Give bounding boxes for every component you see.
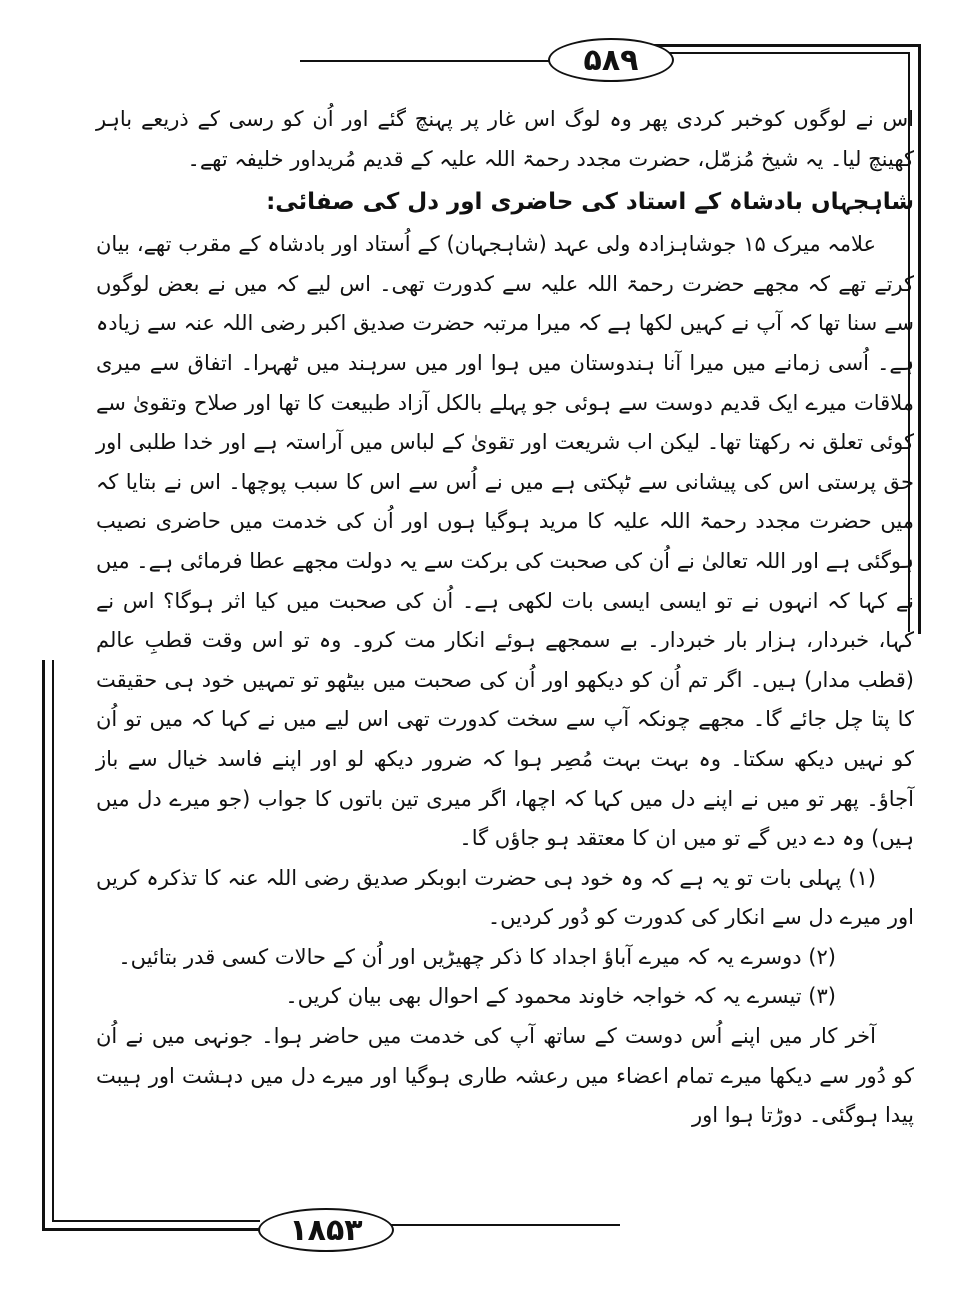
frame-bottom-line-inner bbox=[52, 1220, 260, 1222]
bottom-page-number: ۱۸۵۳ bbox=[258, 1208, 394, 1252]
list-item-2: (۲) دوسرے یہ کہ میرے آباؤ اجداد کا ذکر چھیڑیں اور اُن کے حالات کسی قدر بتائیں۔ bbox=[118, 944, 836, 969]
frame-top-line-outer bbox=[620, 44, 920, 47]
section-heading: شاہجہاں بادشاہ کے استاد کی حاضری اور دل کی صفائی: bbox=[266, 189, 914, 216]
intro-paragraph: اس نے لوگوں کوخبر کردی پھر وہ لوگ اس غار پر پہنچ گئے اور اُن کو رسی کے ذریعے باہر کھینچ لیا۔ یہ شیخ مُزمّل، حضرت مجدد رحمۃ اللہ علیہ کے قدیم مُریداور خلیفہ تھے۔ bbox=[96, 107, 914, 171]
closing-paragraph: آخر کار میں اپنے اُس دوست کے ساتھ آپ کی خدمت میں حاضر ہوا۔ جونہی میں نے اُن کو دُور سے دیکھا میرے تمام اعضاء میں رعشہ طاری ہوگیا اور میرے دل میں دہشت اور ہیبت پیدا ہوگئی۔ دوڑتا ہوا اور bbox=[96, 1024, 914, 1128]
frame-bottom-line-outer bbox=[42, 1228, 260, 1231]
frame-left-line-inner bbox=[52, 660, 54, 1222]
frame-right-line-outer bbox=[918, 44, 921, 634]
main-paragraph: علامہ میرک ۱۵ جوشاہزادہ ولی عہد (شاہجہان) کے اُستاد اور بادشاہ کے مقرب تھے، بیان کرتے تھے کہ مجھے حضرت رحمۃ اللہ علیہ سے کدورت تھی۔ اس لیے کہ میں نے بعض لوگوں سے سنا تھا کہ آپ نے کہیں لکھا ہے کہ میرا مرتبہ حضرت صدیق اکبر رضی اللہ عنہ سے زیادہ ہے۔ اُسی زمانے میں میرا آنا ہندوستان میں ہوا اور میں سرہند میں ٹھہرا۔ اتفاق سے میری ملاقات میرے ایک قدیم دوست سے ہوئی جو پہلے بالکل آزاد طبیعت کا تھا اور صلاح وتقویٰ سے کوئی تعلق نہ رکھتا تھا۔ لیکن اب شریعت اور تقویٰ کے لباس میں آراستہ ہے اور خدا طلبی اور حق پرستی اس کی پیشانی سے ٹپکتی ہے میں نے اُس سے اس کا سبب پوچھا۔ اس نے بتایا کہ میں حضرت مجدد رحمۃ اللہ علیہ کا مرید ہوگیا ہوں اور اُن کی خدمت میں حاضری نصیب ہوگئی ہے اور اللہ تعالیٰ نے اُن کی صحبت کی برکت سے یہ دولت مجھے عطا فرمائی ہے۔ میں نے کہا کہ انہوں نے تو ایسی ایسی بات لکھی ہے۔ اُن کی صحبت میں کیا اثر ہوگا؟ اس نے کہا، خبردار، ہزار بار خبردار۔ بے سمجھے ہوئے انکار مت کرو۔ وہ تو اس وقت قطبِ عالم (قطب مدار) ہیں۔ اگر تم اُن کو دیکھو اور اُن کی صحبت میں بیٹھو تو تمہیں خود ہی حقیقت کا پتا چل جائے گا۔ مجھے چونکہ آپ سے سخت کدورت تھی اس لیے میں نے کہا کہ میں تو اُن کو نہیں دیکھ سکتا۔ وہ بہت بہت مُصِر ہوا کہ ضرور دیکھ لو اور اپنے فاسد خیال سے باز آجاؤ۔ پھر تو میں نے اپنے دل میں کہا کہ اچھا، اگر میری تین باتوں کا جواب (جو میرے دل میں ہیں) وہ دے دیں گے تو میں ان کا معتقد ہو جاؤں گا۔ bbox=[96, 232, 914, 851]
list-item-3: (۳) تیسرے یہ کہ خواجہ خاوند محمود کے احوال بھی بیان کریں۔ bbox=[285, 984, 836, 1009]
top-page-number: ۵۸۹ bbox=[548, 38, 674, 82]
list-item-1: (۱) پہلی بات تو یہ ہے کہ وہ خود ہی حضرت ابوبکر صدیق رضی اللہ عنہ کا تذکرہ کریں اور میرے دل سے انکار کی کدورت کو دُور کردیں۔ bbox=[96, 865, 914, 930]
frame-bottom-line-right bbox=[390, 1224, 620, 1226]
frame-top-line-left bbox=[300, 60, 550, 62]
frame-left-line-outer bbox=[42, 660, 45, 1230]
page-body bbox=[96, 100, 914, 1136]
